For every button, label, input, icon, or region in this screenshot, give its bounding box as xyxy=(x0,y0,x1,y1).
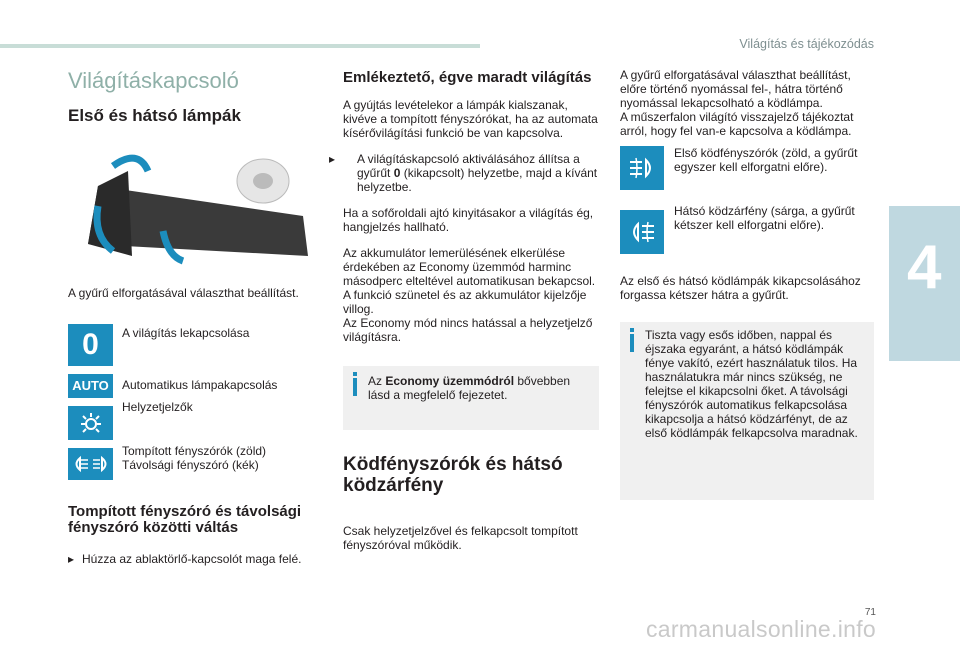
dipped-main-beam-icon xyxy=(68,448,113,480)
legend-label-beams xyxy=(122,444,266,472)
page-header-title: Világítás és tájékozódás xyxy=(739,37,874,51)
legend-label-off: A világítás lekapcsolása xyxy=(122,326,250,340)
section-title-lamps: Első és hátsó lámpák xyxy=(68,106,241,125)
fog-para-3: Az első és hátsó ködlámpák kikapcsolásához forgassa kétszer hátra a gyűrűt. xyxy=(620,274,861,302)
lighting-stalk-drawing xyxy=(68,146,320,274)
beam-switch-bullet xyxy=(68,552,320,566)
column-3 xyxy=(620,68,874,500)
legend-label-rear-fog: Hátsó ködzárfény (sárga, a gyűrűt kétszer kell elforgatni előre). xyxy=(674,204,855,232)
reminder-para-2: Ha a sofőroldali ajtó kinyitásakor a világítás ég, hangjelzés hallható. xyxy=(343,206,594,234)
reminder-bullet-post: (kikapcsolt) helyzetbe, majd a kívánt helyzetbe. xyxy=(357,166,598,194)
fog-para-1: A gyűrű elforgatásával választhat beállítást, előre történő nyomással fel-, hátra történő nyomással lekapcsolható a ködlámpa. xyxy=(620,68,851,110)
economy-note-bold: Economy üzemmódról xyxy=(385,374,515,388)
legend-label-dipped: Tompított fényszórók (zöld) xyxy=(122,444,267,458)
legend-label-auto: Automatikus lámpakapcsolás xyxy=(122,378,278,392)
page-number: 71 xyxy=(864,607,876,618)
bullet-arrow-icon: ▸ xyxy=(68,552,75,566)
column-1 xyxy=(68,68,320,566)
legend-row-beams xyxy=(68,444,320,484)
zero-icon: 0 xyxy=(68,324,113,366)
position-lights-icon xyxy=(68,406,113,440)
reminder-bullet-bold: 0 xyxy=(393,166,401,180)
fog-text: Csak helyzetjelzővel és felkapcsolt tompított fényszóróval működik. xyxy=(343,524,578,552)
info-icon xyxy=(353,378,357,396)
info-icon xyxy=(630,334,634,352)
fog-para-2: A műszerfalon világító visszajelző tájékoztat arról, hogy fel van-e kapcsolva a ködlámpa. xyxy=(620,110,854,138)
legend-row-position xyxy=(68,400,320,448)
section-title-beam-switch: Tompított fényszóró és távolsági fényszóró közötti váltás xyxy=(68,503,302,536)
legend-label-main-beam: Távolsági fényszóró (kék) xyxy=(122,458,259,472)
legend-row-front-fog xyxy=(620,146,874,204)
watermark: carmanualsonline.info xyxy=(645,616,876,642)
legend-row-off xyxy=(68,324,320,374)
section-title-reminder: Emlékeztető, égve maradt világítás xyxy=(343,69,592,86)
economy-note-pre: Az xyxy=(368,374,386,388)
reminder-bullet xyxy=(329,152,599,194)
page-title: Világításkapcsoló xyxy=(68,68,239,93)
rear-fog-icon xyxy=(620,210,664,254)
column-2 xyxy=(329,68,599,552)
front-fog-icon xyxy=(620,146,664,190)
reminder-para-3: Az akkumulátor lemerülésének elkerülése érdekében az Economy üzemmód harminc másodperc elteltével automatikusan bekapcsol. A funkció szünetel és az akkumulátor kijelzője villog. xyxy=(343,246,596,316)
legend-label-front-fog: Első ködfényszórók (zöld, a gyűrűt egyszer kell elforgatni előre). xyxy=(674,146,858,174)
beam-switch-text: Húzza az ablaktörlő-kapcsolót maga felé. xyxy=(82,552,302,566)
icon-legend xyxy=(68,324,320,484)
economy-note-post: bővebben lásd a megfelelő fejezetet. xyxy=(368,374,571,402)
bullet-arrow-icon: ▸ xyxy=(329,152,336,166)
intro-text: A gyűrű elforgatásával választhat beállítást. xyxy=(68,286,299,300)
section-title-fog: Ködfényszórók és hátsó ködzárfény xyxy=(343,454,563,496)
chapter-tab xyxy=(889,206,960,361)
reminder-bullet-pre: A világításkapcsoló aktiválásához állítsa a gyűrűt xyxy=(357,152,580,180)
reminder-para-1: A gyújtás levételekor a lámpák kialszanak, kivéve a tompított fényszórókat, ha az automata kísérővilágítási funkció be van kapcsolva. xyxy=(343,98,598,140)
economy-note xyxy=(343,366,599,430)
auto-icon: AUTO xyxy=(68,374,113,398)
header-bar xyxy=(0,44,480,48)
legend-row-auto xyxy=(68,374,320,406)
legend-row-rear-fog xyxy=(620,206,874,266)
chapter-number: 4 xyxy=(907,233,942,302)
lighting-stalk-illustration xyxy=(68,146,320,274)
legend-label-position: Helyzetjelzők xyxy=(122,400,193,414)
fog-warning-text: Tiszta vagy esős időben, nappal és éjszaka egyaránt, a hátsó ködlámpák fénye vakító, ezért használatuk tilos. Ha használatukra már nincs szükség, ne felejtse el kikapcsolni őket. A távolsági fényszórók automatikus felkapcsolása kikapcsolja a hátsó ködzárfényt, de az első ködlámpák felkapcsolva maradnak. xyxy=(645,328,858,440)
reminder-para-4: Az Economy mód nincs hatással a helyzetjelző világításra. xyxy=(343,316,593,344)
fog-warning-note xyxy=(620,322,874,500)
